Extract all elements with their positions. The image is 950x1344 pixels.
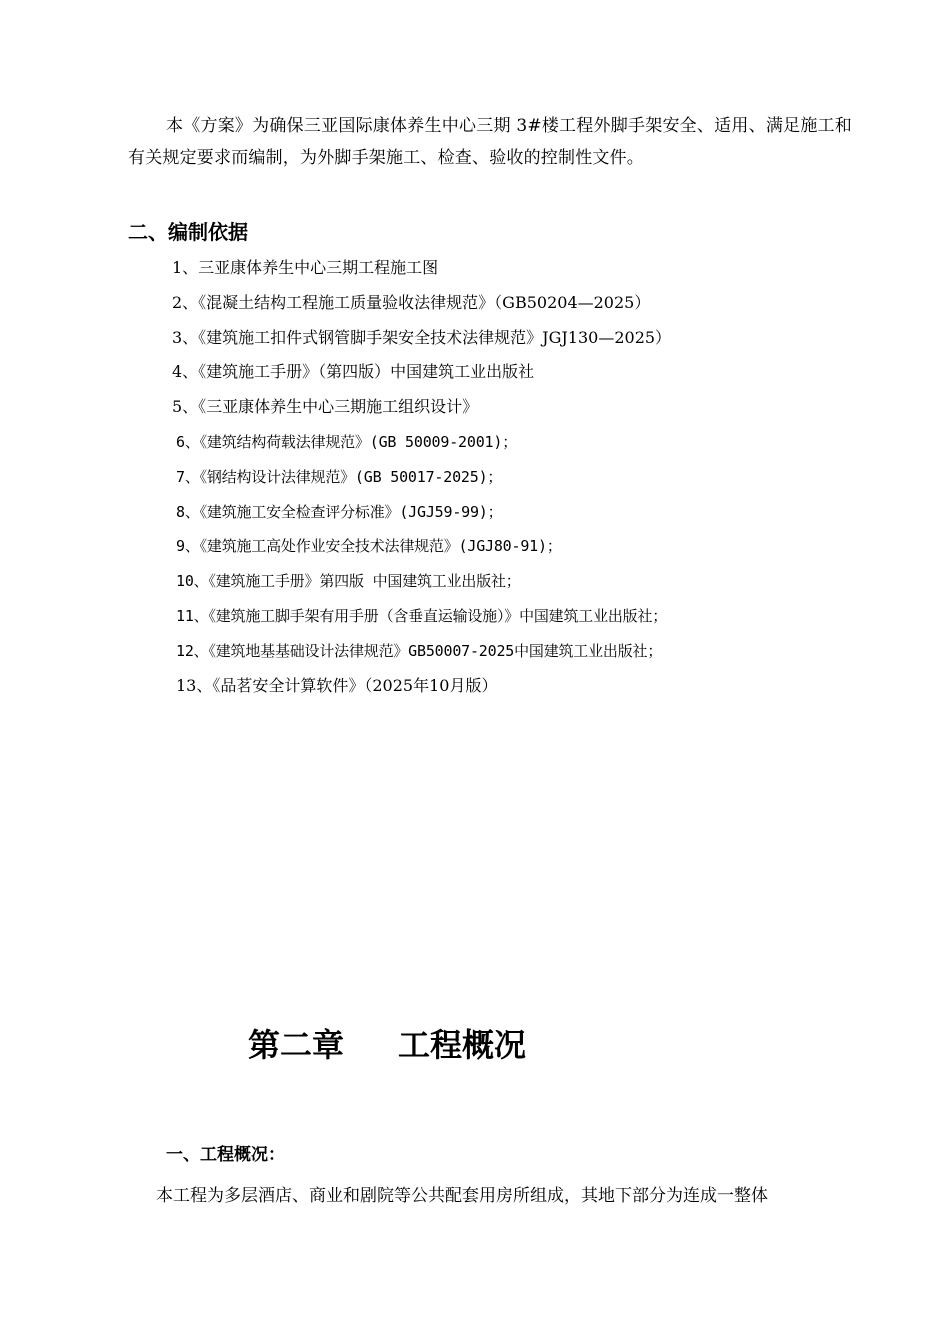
- overview-paragraph: 本工程为多层酒店、商业和剧院等公共配套用房所组成，其地下部分为连成一整体: [156, 1186, 768, 1206]
- overview-heading: 一、工程概况：: [166, 1145, 285, 1165]
- list-item: 2、《混凝土结构工程施工质量验收法律规范》（GB50204—2025）: [172, 292, 651, 312]
- chapter-title: [248, 1020, 526, 1066]
- list-item: 9、《建筑施工高处作业安全技术法律规范》(JGJ80-91)；: [176, 537, 562, 556]
- list-item: 6、《建筑结构荷载法律规范》(GB 50009-2001)；: [176, 432, 517, 451]
- list-item: 10、《建筑施工手册》第四版 中国建筑工业出版社；: [176, 572, 521, 591]
- chapter-name: 工程概况: [398, 1026, 527, 1064]
- list-item: 3、《建筑施工扣件式钢管脚手架安全技术法律规范》JGJ130—2025）: [172, 327, 672, 347]
- section-heading-basis: 二、编制依据: [128, 220, 248, 244]
- list-item: 13、《品茗安全计算软件》（2025年10月版）: [176, 675, 498, 695]
- list-item: 4、《建筑施工手册》（第四版）中国建筑工业出版社: [172, 362, 535, 382]
- list-item: 5、《三亚康体养生中心三期施工组织设计》: [172, 397, 479, 417]
- list-item: 12、《建筑地基基础设计法律规范》GB50007-2025中国建筑工业出版社；: [176, 641, 663, 660]
- chapter-number: 第二章: [248, 1026, 345, 1064]
- list-item: 8、《建筑施工安全检查评分标准》(JGJ59-99)；: [176, 502, 503, 521]
- list-item: 7、《钢结构设计法律规范》(GB 50017-2025)；: [176, 467, 503, 486]
- list-item: 11、《建筑施工脚手架有用手册（含垂直运输设施）》中国建筑工业出版社；: [176, 606, 668, 625]
- list-item: 1、三亚康体养生中心三期工程施工图: [172, 258, 439, 277]
- intro-paragraph: 本《方案》为确保三亚国际康体养生中心三期 3#楼工程外脚手架安全、适用、满足施工和有关规定要求而编制，为外脚手架施工、检查、验收的控制性文件。: [128, 116, 852, 168]
- reference-list: [172, 254, 671, 706]
